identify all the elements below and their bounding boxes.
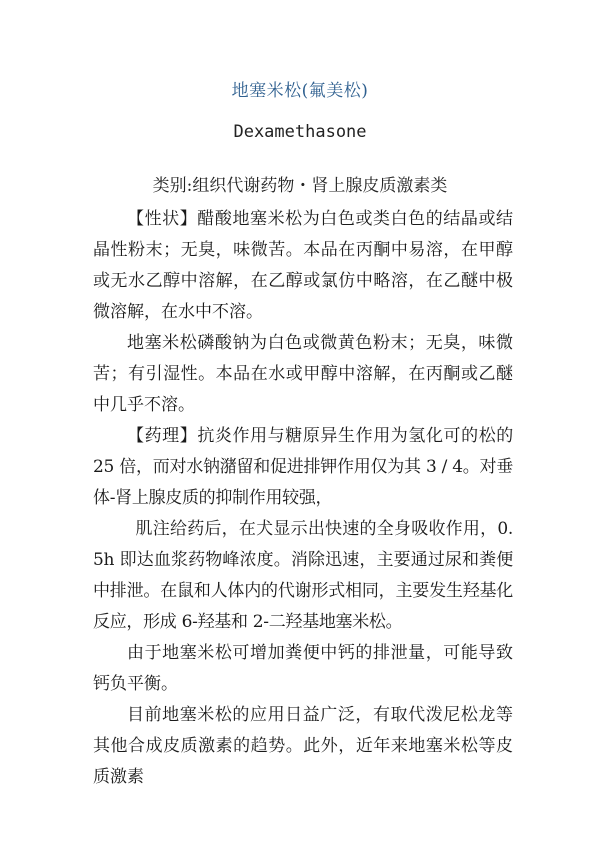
paragraph-text: 目前地塞米松的应用日益广泛，有取代泼尼松龙等其他合成皮质激素的趋势。此外，近年来地塞米松等皮质激素 — [93, 705, 513, 787]
page-title: 地塞米松(氟美松) — [231, 81, 369, 101]
paragraph-calcium — [93, 638, 513, 700]
paragraph-text: 肌注给药后，在犬显示出快速的全身吸收作用，0. 5h 即达血浆药物峰浓度。消除迅速，主要通过尿和粪便中排泄。在鼠和人体内的代谢形式相同，主要发生羟基化反应，形成 6-羟基和 2-二羟基地塞米松。 — [93, 519, 513, 632]
drug-category: 类别:组织代谢药物・肾上腺皮质激素类 — [152, 176, 448, 196]
paragraph-sodium-phosphate — [93, 328, 513, 421]
paragraph-properties — [93, 204, 513, 328]
section-tag-properties: 【性状】 — [127, 209, 198, 229]
paragraph-text: 醋酸地塞米松为白色或类白色的结晶或结晶性粉末；无臭，味微苦。本品在丙酮中易溶，在甲醇或无水乙醇中溶解，在乙醇或氯仿中略溶，在乙醚中极微溶解，在水中不溶。 — [93, 209, 514, 322]
english-name: Dexamethasone — [233, 122, 367, 142]
paragraph-pharmacology — [93, 421, 513, 514]
paragraph-application — [93, 700, 513, 793]
paragraph-text: 由于地塞米松可增加粪便中钙的排泄量，可能导致钙负平衡。 — [93, 643, 513, 694]
body-text — [93, 204, 513, 793]
paragraph-text: 抗炎作用与糖原异生作用为氢化可的松的 25 倍，而对水钠潴留和促进排钾作用仅为其 3 / 4。对垂体-肾上腺皮质的抑制作用较强， — [93, 426, 513, 508]
paragraph-text: 地塞米松磷酸钠为白色或微黄色粉末；无臭，味微苦；有引湿性。本品在水或甲醇中溶解，在丙酮或乙醚中几乎不溶。 — [93, 333, 513, 415]
section-tag-pharmacology: 【药理】 — [127, 426, 198, 446]
paragraph-absorption — [93, 514, 513, 638]
